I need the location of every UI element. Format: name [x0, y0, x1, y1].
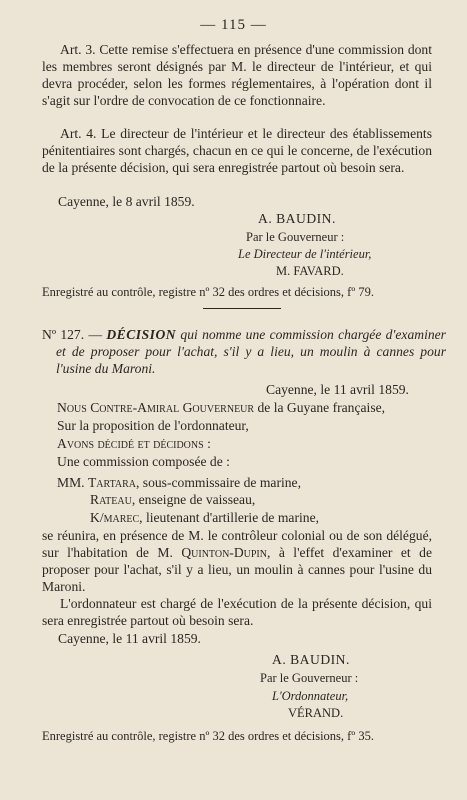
commission-intro: Une commission composée de :: [57, 454, 230, 469]
heading-dash: —: [88, 327, 103, 342]
body-after: , à l'effet d'examiner et de proposer pour l'achat, s'il y a lieu, un moulin à cannes pour l'usine du Maroni.: [42, 545, 432, 594]
decision-heading: [42, 326, 446, 377]
signatory-2: A. BAUDIN.: [272, 652, 350, 667]
proposition-line: Sur la proposition de l'ordonnateur,: [57, 418, 249, 433]
place-date-2: Cayenne, le 11 avril 1859.: [58, 631, 201, 646]
article-3: Art. 3. Cette remise s'effectuera en présence d'une commission dont les membres seront désignés par M. le directeur de l'intérieur, et qui devra procéder, selon les formes réglementaires, à l'opération dont il s'agit sur l'ordre de convocation de ce fonctionnaire.: [42, 42, 432, 108]
official-name-1: M. FAVARD.: [276, 264, 344, 278]
registration-1: Enregistré au contrôle, registre nº 32 des ordres et décisions, fº 79.: [42, 285, 374, 299]
nous-governor: Nous Contre-Amiral Gouverneur: [57, 400, 255, 415]
section-divider: [203, 308, 281, 309]
execution-clause: L'ordonnateur est chargé de l'exécution de la présente décision, qui sera enregistrée partout où besoin sera.: [42, 596, 432, 628]
body-name: Quinton-Dupin: [181, 545, 267, 560]
member-3: [90, 509, 319, 526]
commission-body: [42, 527, 432, 595]
member-3-role: , lieutenant d'artillerie de marine,: [139, 510, 320, 525]
member-1: [57, 474, 301, 491]
for-governor-1: Par le Gouverneur :: [246, 230, 345, 244]
member-1-prefix: MM.: [57, 475, 88, 490]
official-name-2: VÉRAND.: [288, 706, 344, 720]
heading-rest: qui nomme une commission chargée d'examiner et de proposer pour l'achat, s'il y a lieu, un moulin à cannes pour l'usine du Maroni.: [56, 327, 446, 376]
place-date-top: Cayenne, le 11 avril 1859.: [266, 382, 409, 397]
member-2-name: Rateau: [90, 492, 132, 507]
nous-rest: de la Guyane française,: [257, 400, 386, 415]
registration-2: Enregistré au contrôle, registre nº 32 des ordres et décisions, fº 35.: [42, 729, 374, 743]
place-date-1: Cayenne, le 8 avril 1859.: [58, 194, 195, 209]
article-4: Art. 4. Le directeur de l'intérieur et le directeur des établissements pénitentiaires sont chargés, chacun en ce qui le concerne, de l'exécution de la présente décision, qui sera enregistrée partout où besoin sera.: [42, 126, 432, 175]
avons-line: Avons décidé et décidons :: [57, 436, 211, 451]
member-3-name: K/marec: [90, 510, 140, 525]
official-title-2: L'Ordonnateur,: [272, 689, 349, 703]
body-before: se réunira, en présence de M. le contrôleur colonial ou de son délégué, sur l'habitation de M.: [42, 528, 432, 560]
heading-word: DÉCISION: [106, 327, 177, 342]
member-1-name: Tartara: [87, 475, 136, 490]
decision-number: Nº 127.: [42, 327, 85, 342]
member-2-role: , enseigne de vaisseau,: [131, 492, 256, 507]
official-title-1: Le Directeur de l'intérieur,: [238, 247, 372, 261]
member-1-role: , sous-commissaire de marine,: [136, 475, 301, 490]
nous-line: [57, 399, 385, 416]
signatory-1: A. BAUDIN.: [258, 211, 336, 226]
for-governor-2: Par le Gouverneur :: [260, 671, 359, 685]
page-number: — 115 —: [200, 17, 267, 33]
member-2: [90, 491, 255, 508]
